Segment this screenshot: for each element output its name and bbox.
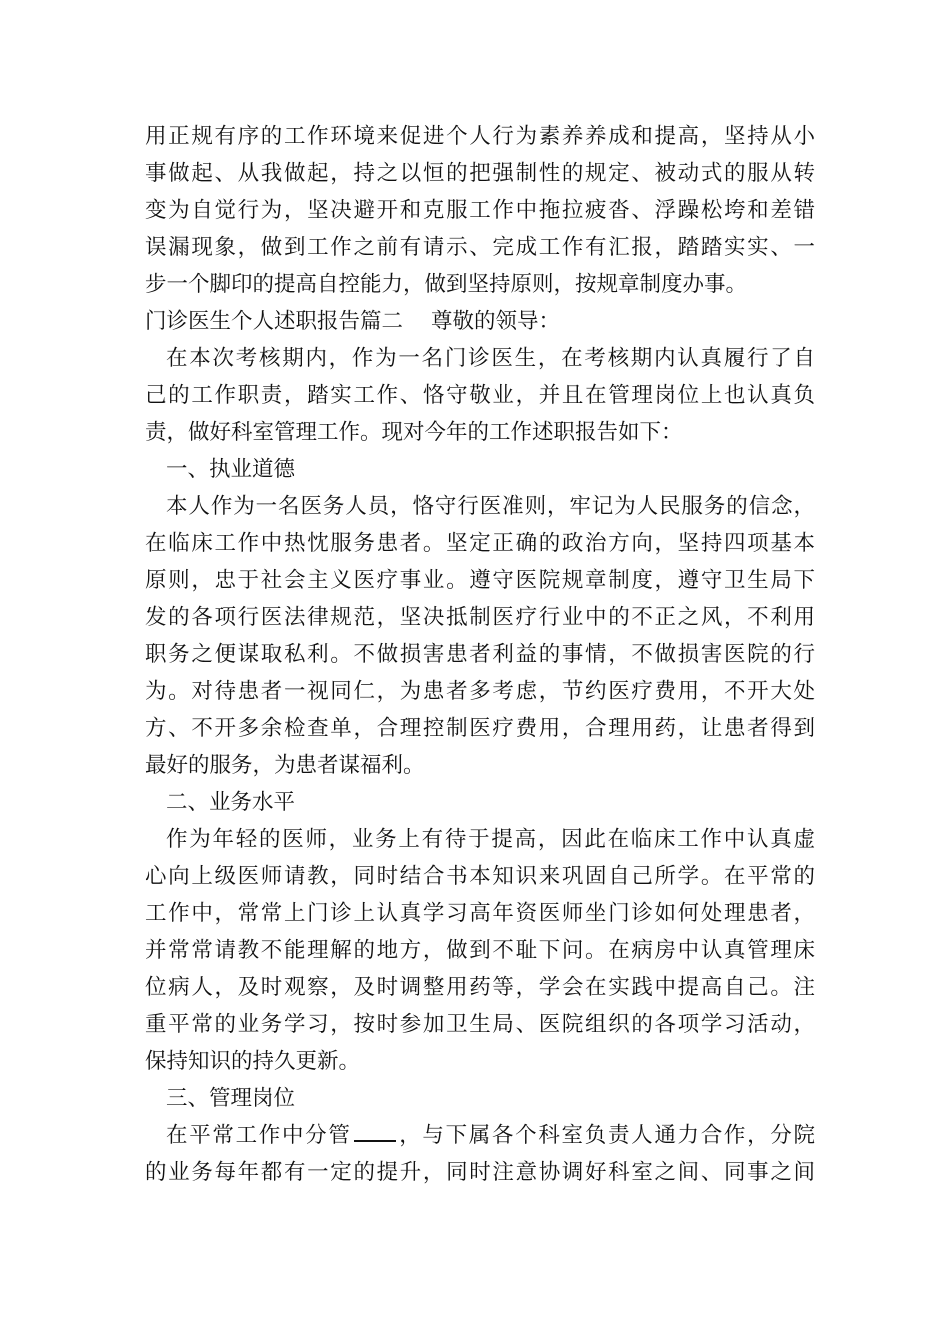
text-line: 事做起、从我做起，持之以恒的把强制性的规定、被动式的服从转 bbox=[145, 161, 815, 186]
opening-paragraph bbox=[145, 340, 815, 377]
text-line: 作为年轻的医师，业务上有待于提高，因此在临床工作中认真虚 bbox=[166, 827, 815, 852]
text-line: 为。对待患者一视同仁，为患者多考虑，节约医疗费用，不开大处 bbox=[145, 679, 815, 704]
text-line: 本人作为一名医务人员，恪守行医准则，牢记为人民服务的信念， bbox=[166, 494, 815, 519]
text-line: 最好的服务，为患者谋福利。 bbox=[145, 753, 425, 778]
text-line: 重平常的业务学习，按时参加卫生局、医院组织的各项学习活动， bbox=[145, 1012, 815, 1037]
text-line: 误漏现象，做到工作之前有请示、完成工作有汇报，踏踏实实、一 bbox=[145, 235, 815, 260]
text-line: 步一个脚印的提高自控能力，做到坚持原则，按规章制度办事。 bbox=[145, 272, 748, 297]
text-line: 工作中，常常上门诊上认真学习高年资医师坐门诊如何处理患者， bbox=[145, 901, 815, 926]
text-line: 在本次考核期内，作为一名门诊医生，在考核期内认真履行了自 bbox=[166, 346, 815, 371]
text-line: 保持知识的持久更新。 bbox=[145, 1049, 361, 1074]
salutation: 尊敬的领导： bbox=[431, 309, 561, 334]
text-line: 变为自觉行为，坚决避开和克服工作中拖拉疲沓、浮躁松垮和差错 bbox=[145, 198, 815, 223]
document-body bbox=[145, 118, 815, 1191]
text-segment: ，与下属各个科室负责人通力合作，分院 bbox=[397, 1123, 815, 1148]
report-title-line bbox=[145, 303, 815, 340]
fill-in-blank bbox=[354, 1120, 396, 1142]
section-management-paragraph bbox=[145, 1117, 815, 1191]
text-line: 心向上级医师请教，同时结合书本知识来巩固自己所学。在平常的 bbox=[145, 864, 815, 889]
section-skills-paragraph bbox=[145, 821, 815, 1080]
text-line: 方、不开多余检查单，合理控制医疗费用，合理用药，让患者得到 bbox=[145, 716, 815, 741]
text-line: 己的工作职责，踏实工作、恪守敬业，并且在管理岗位上也认真负 bbox=[145, 383, 815, 408]
text-line: 位病人，及时观察，及时调整用药等，学会在实践中提高自己。注 bbox=[145, 975, 815, 1000]
section-heading-skills: 二、业务水平 bbox=[166, 790, 296, 815]
text-segment: 在平常工作中分管 bbox=[166, 1123, 352, 1148]
section-heading-management: 三、管理岗位 bbox=[166, 1086, 296, 1111]
text-line: 责，做好科室管理工作。现对今年的工作述职报告如下： bbox=[145, 420, 683, 445]
section-heading-ethics: 一、执业道德 bbox=[166, 457, 296, 482]
text-line: 职务之便谋取私利。不做损害患者利益的事情，不做损害医院的行 bbox=[145, 642, 815, 667]
text-line-with-blank bbox=[145, 1117, 815, 1154]
text-line: 的业务每年都有一定的提升，同时注意协调好科室之间、同事之间 bbox=[145, 1160, 815, 1185]
text-line: 发的各项行医法律规范，坚决抵制医疗行业中的不正之风，不利用 bbox=[145, 605, 815, 630]
text-line: 用正规有序的工作环境来促进个人行为素养养成和提高，坚持从小 bbox=[145, 124, 815, 149]
section-ethics-paragraph bbox=[145, 488, 815, 784]
text-line: 原则，忠于社会主义医疗事业。遵守医院规章制度，遵守卫生局下 bbox=[145, 568, 815, 593]
text-line: 并常常请教不能理解的地方，做到不耻下问。在病房中认真管理床 bbox=[145, 938, 815, 963]
intro-paragraph bbox=[145, 118, 815, 303]
report-title: 门诊医生个人述职报告篇二 bbox=[145, 309, 404, 334]
text-line: 在临床工作中热忱服务患者。坚定正确的政治方向，坚持四项基本 bbox=[145, 531, 815, 556]
